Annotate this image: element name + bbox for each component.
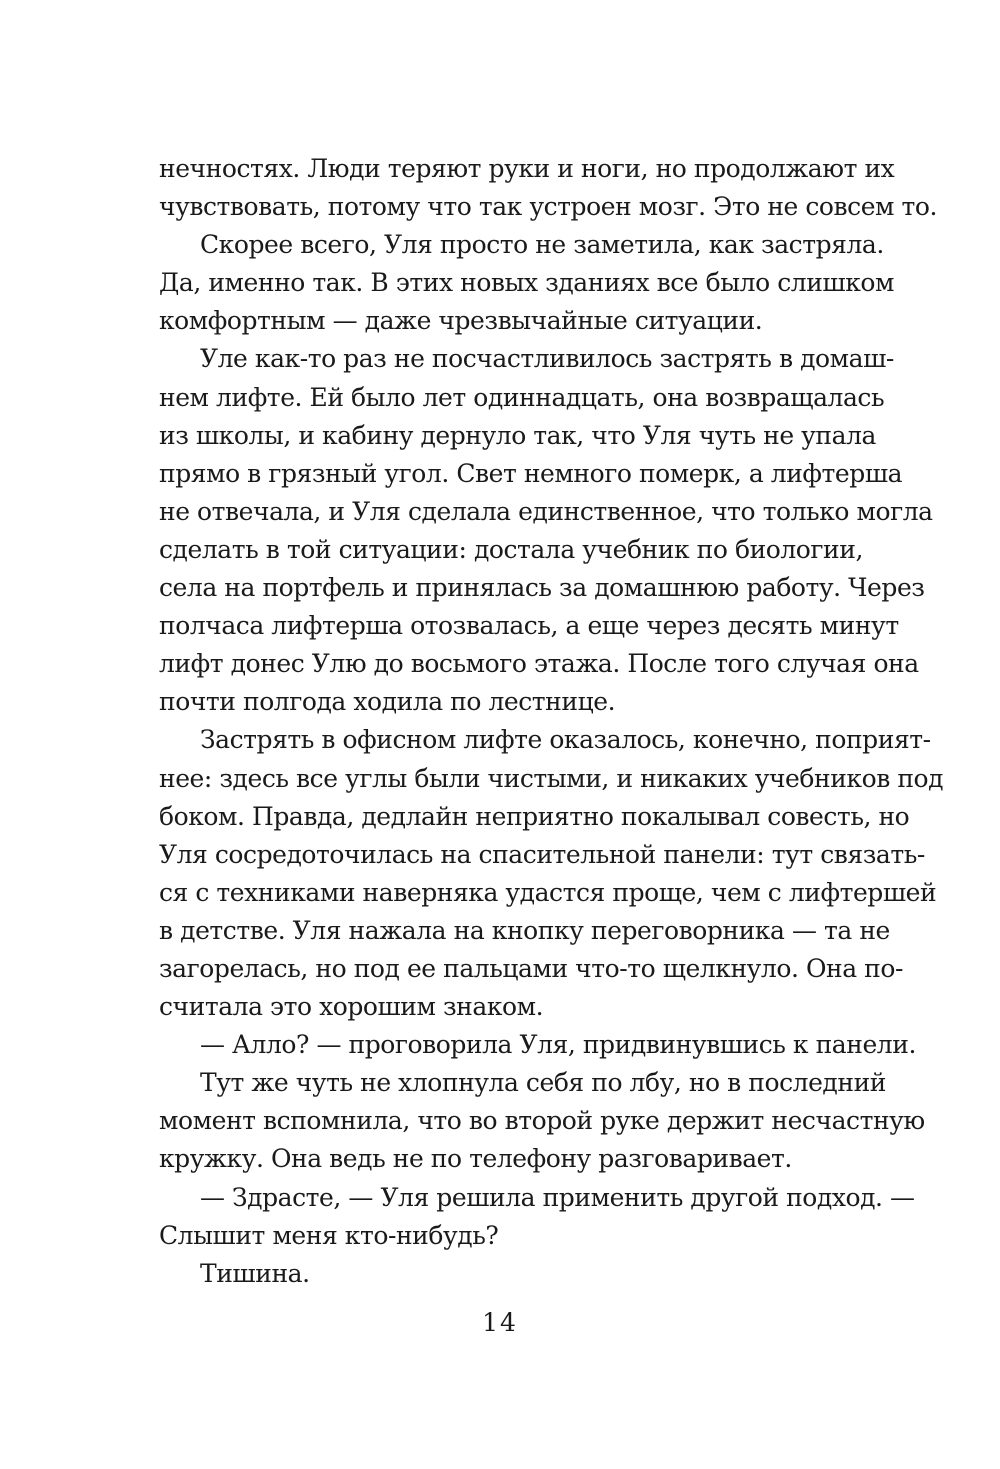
text-line: Да, именно так. В этих новых зданиях все было слишком	[159, 268, 894, 298]
text-line: не отвечала, и Уля сделала единственное, что только могла	[159, 496, 933, 526]
text-line: из школы, и кабину дернуло так, что Уля чуть не упала	[159, 420, 876, 450]
text-line: Тишина.	[200, 1258, 310, 1288]
body-text	[159, 150, 944, 1293]
text-line: нее: здесь все углы были чистыми, и никаких учебников под	[159, 763, 944, 793]
text-line: — Здрасте, — Уля решила применить другой подход. —	[200, 1182, 915, 1212]
text-line: боком. Правда, дедлайн неприятно покалывал совесть, но	[159, 801, 910, 831]
text-line: Уля сосредоточилась на спасительной панели: тут связать-	[159, 839, 925, 869]
text-line: Тут же чуть не хлопнула себя по лбу, но в последний	[200, 1068, 886, 1098]
text-line: кружку. Она ведь не по телефону разговаривает.	[159, 1144, 792, 1174]
page-number: 14	[482, 1308, 518, 1337]
text-line: Уле как-то раз не посчастливилось застрять в домаш-	[200, 344, 894, 374]
text-line: момент вспомнила, что во второй руке держит несчастную	[159, 1106, 925, 1136]
text-line: нем лифте. Ей было лет одиннадцать, она возвращалась	[159, 382, 885, 412]
text-line: загорелась, но под ее пальцами что-то щелкнуло. Она по-	[159, 953, 903, 983]
text-line: Слышит меня кто-нибудь?	[159, 1220, 499, 1250]
text-line: чувствовать, потому что так устроен мозг. Это не совсем то.	[159, 192, 938, 222]
text-line: прямо в грязный угол. Свет немного померк, а лифтерша	[159, 458, 903, 488]
text-line: считала это хорошим знаком.	[159, 992, 544, 1022]
text-line: полчаса лифтерша отозвалась, а еще через десять минут	[159, 611, 899, 641]
text-line: ся с техниками наверняка удастся проще, чем с лифтершей	[159, 877, 937, 907]
text-line: нечностях. Люди теряют руки и ноги, но продолжают их	[159, 154, 895, 183]
text-line: — Алло? — проговорила Уля, придвинувшись к панели.	[200, 1030, 916, 1060]
text-line: лифт донес Улю до восьмого этажа. После того случая она	[159, 649, 919, 679]
text-line: в детстве. Уля нажала на кнопку переговорника — та не	[159, 915, 890, 945]
text-line: комфортным — даже чрезвычайные ситуации.	[159, 306, 763, 336]
text-line: села на портфель и принялась за домашнюю работу. Через	[159, 573, 925, 603]
text-line: Скорее всего, Уля просто не заметила, как застряла.	[200, 230, 884, 260]
text-line: Застрять в офисном лифте оказалось, конечно, поприят-	[200, 725, 931, 755]
text-line: сделать в той ситуации: достала учебник по биологии,	[159, 534, 863, 564]
text-line: почти полгода ходила по лестнице.	[159, 687, 616, 717]
